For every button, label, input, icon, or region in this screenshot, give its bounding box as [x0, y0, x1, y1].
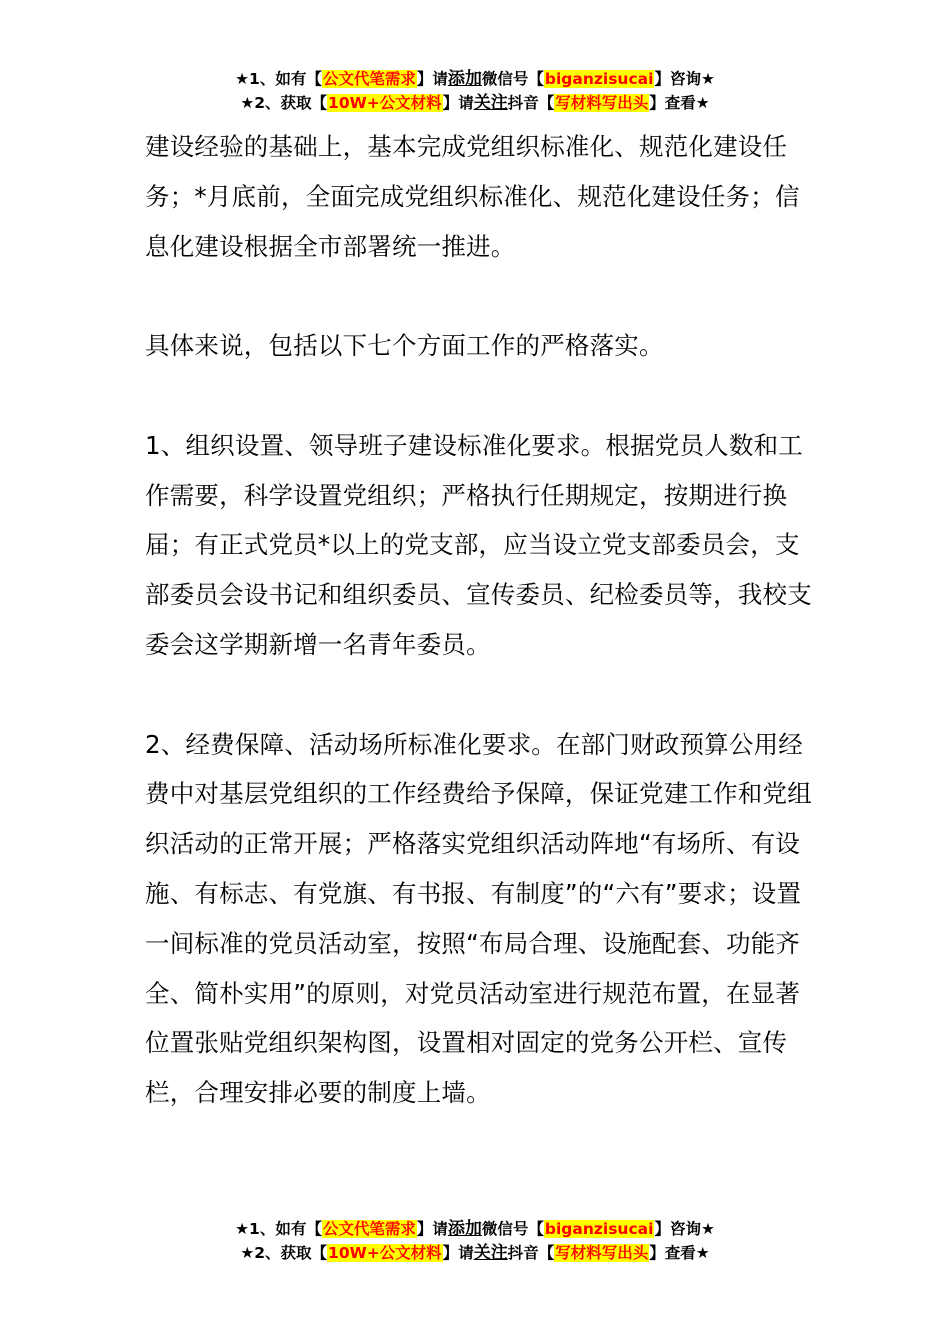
- banner-text: 】请: [442, 94, 474, 112]
- banner-underlined: 关注: [473, 1243, 508, 1263]
- banner-underlined: 关注: [473, 93, 508, 113]
- highlight-materials: 10W+公文材料: [328, 1244, 442, 1262]
- paragraph-2: 具体来说，包括以下七个方面工作的严格落实。: [145, 331, 664, 361]
- banner-text: ★2、获取【: [240, 94, 328, 112]
- banner-line-1: [0, 67, 950, 91]
- banner-text: 抖音【: [507, 1244, 555, 1262]
- banner-text: ★1、如有【: [235, 70, 322, 88]
- highlight-wechat-id: biganzisucai: [544, 1220, 654, 1238]
- banner-text: 】请: [416, 70, 448, 88]
- banner-underlined: 添加: [447, 69, 482, 89]
- banner-line-2: [0, 1241, 950, 1265]
- banner-text: ★1、如有【: [235, 1220, 322, 1238]
- paragraph-1: 建设经验的基础上，基本完成党组织标准化、规范化建设任务；*月底前，全面完成党组织标准化、规范化建设任务；信息化建设根据全市部署统一推进。: [145, 132, 800, 261]
- banner-text: 】请: [416, 1220, 448, 1238]
- highlight-douyin-id: 写材料写出头: [555, 1244, 649, 1262]
- banner-text: 】请: [442, 1244, 474, 1262]
- paragraph-gap: [145, 670, 815, 720]
- paragraph-gap: [145, 271, 815, 321]
- banner-line-2: [0, 91, 950, 115]
- highlight-service: 公文代笔需求: [322, 70, 416, 88]
- banner-text: 】查看★: [649, 1244, 710, 1262]
- highlight-douyin-id: 写材料写出头: [555, 94, 649, 112]
- paragraph-4: 2、经费保障、活动场所标准化要求。在部门财政预算公用经费中对基层党组织的工作经费给予保障，保证党建工作和党组织活动的正常开展；严格落实党组织活动阵地“有场所、有设施、有标志、有党旗、有书报、有制度”的“六有”要求；设置一间标准的党员活动室，按照“布局合理、设施配套、功能齐全、简朴实用”的原则，对党员活动室进行规范布置，在显著位置张贴党组织架构图，设置相对固定的党务公开栏、宣传栏，合理安排必要的制度上墙。: [145, 729, 812, 1108]
- paragraph-gap: [145, 371, 815, 421]
- banner-text: ★2、获取【: [240, 1244, 328, 1262]
- banner-text: 】查看★: [649, 94, 710, 112]
- highlight-materials: 10W+公文材料: [328, 94, 442, 112]
- banner-text: 】咨询★: [654, 70, 715, 88]
- banner-text: 微信号【: [481, 70, 544, 88]
- banner-text: 抖音【: [507, 94, 555, 112]
- document-body: [145, 122, 815, 1118]
- banner-text: 】咨询★: [654, 1220, 715, 1238]
- highlight-wechat-id: biganzisucai: [544, 70, 654, 88]
- banner-line-1: [0, 1217, 950, 1241]
- highlight-service: 公文代笔需求: [322, 1220, 416, 1238]
- paragraph-3: 1、组织设置、领导班子建设标准化要求。根据党员人数和工作需要，科学设置党组织；严格执行任期规定，按期进行换届；有正式党员*以上的党支部，应当设立党支部委员会，支部委员会设书记和组织委员、宣传委员、纪检委员等，我校支委会这学期新增一名青年委员。: [145, 430, 812, 659]
- footer-banner: [0, 1217, 950, 1265]
- banner-text: 微信号【: [481, 1220, 544, 1238]
- banner-underlined: 添加: [447, 1219, 482, 1239]
- header-banner: [0, 67, 950, 115]
